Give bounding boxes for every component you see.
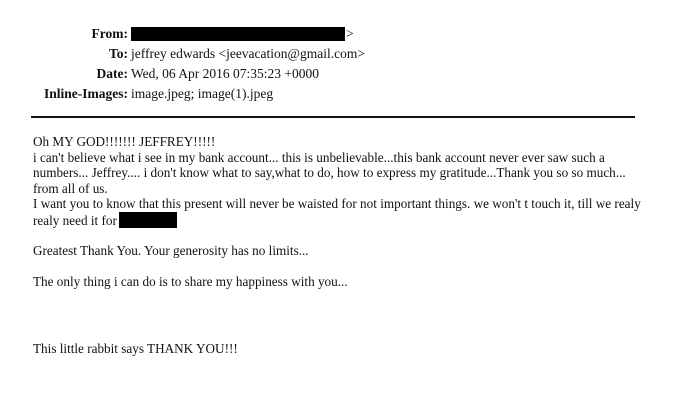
inline-images-label: Inline-Images: bbox=[44, 86, 128, 101]
date-label: Date: bbox=[96, 66, 128, 81]
to-label: To: bbox=[108, 46, 128, 61]
to-row bbox=[0, 44, 679, 64]
inline-images-row bbox=[0, 84, 679, 104]
date-value: Wed, 06 Apr 2016 07:35:23 +0000 bbox=[131, 66, 320, 81]
header-divider bbox=[31, 116, 635, 118]
body-paragraph-present bbox=[33, 196, 648, 228]
from-value-tail: > bbox=[346, 26, 354, 41]
body-line-rabbit: This little rabbit says THANK YOU!!! bbox=[33, 341, 238, 356]
from-value bbox=[131, 24, 354, 44]
body-line-exclamation: Oh MY GOD!!!!!!! JEFFREY!!!!! bbox=[33, 134, 216, 149]
body-line-thank-you: Greatest Thank You. Your generosity has no limits... bbox=[33, 243, 309, 258]
from-row bbox=[0, 24, 679, 44]
redaction-bar bbox=[131, 27, 345, 41]
to-value: jeffrey edwards <jeevacation@gmail.com> bbox=[131, 46, 365, 61]
inline-images-value: image.jpeg; image(1).jpeg bbox=[131, 86, 274, 101]
body-paragraph-bank-account: i can't believe what i see in my bank account... this is unbelievable...this bank account never ever saw such a numbers... Jeffrey.... i don't know what to say,what to do, how to express my gratitude...Thank you so so much... from all of us. bbox=[33, 149, 626, 196]
body-paragraph-present-text: I want you to know that this present will never be waisted for not important things. we won't t touch it, till we realy realy need it for bbox=[33, 196, 641, 228]
email-body bbox=[33, 134, 648, 357]
redaction-bar bbox=[119, 212, 177, 228]
date-row bbox=[0, 64, 679, 84]
from-label: From: bbox=[91, 26, 128, 41]
body-line-happiness: The only thing i can do is to share my happiness with you... bbox=[33, 273, 348, 289]
email-header bbox=[0, 24, 679, 104]
